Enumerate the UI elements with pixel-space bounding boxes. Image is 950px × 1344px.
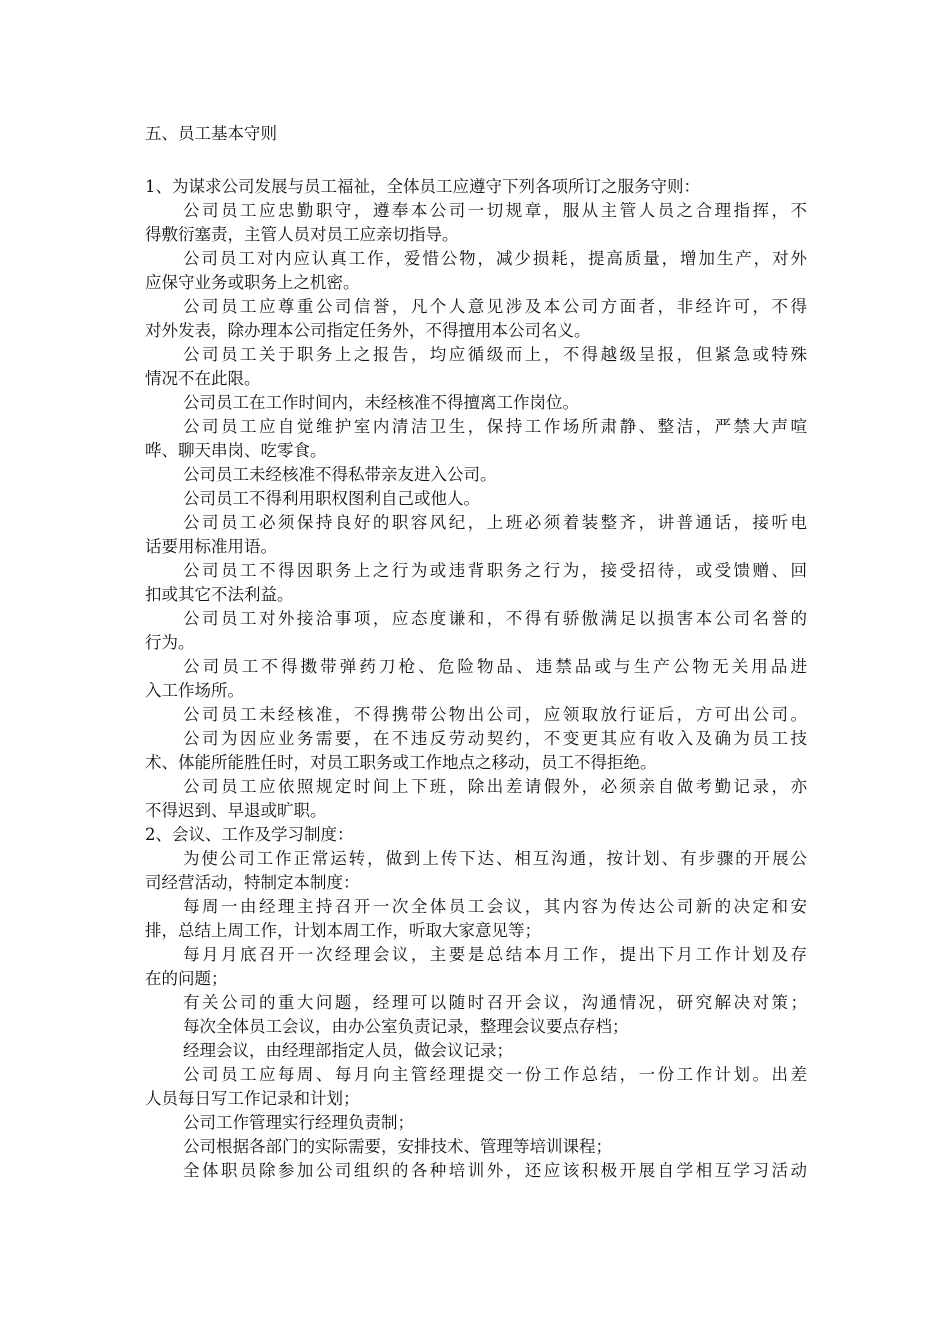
text-line-content: 每周一由经理主持召开一次全体员工会议，其内容为传达公司新的决定和安 [183, 897, 807, 916]
text-line-content: 有关公司的重大问题，经理可以随时召开会议，沟通情况，研究解决对策； [183, 993, 807, 1012]
text-line-content: 公司员工应依照规定时间上下班，除出差请假外，必须亲自做考勤记录，亦 [183, 777, 807, 796]
text-line [145, 1015, 807, 1039]
text-line [145, 751, 807, 775]
document-page [145, 122, 807, 1183]
text-line-content: 公司员工不得擞带弹药刀枪、危险物品、违禁品或与生产公物无关用品进 [183, 657, 807, 676]
text-line [145, 655, 807, 679]
text-line [145, 1135, 807, 1159]
text-line [145, 415, 807, 439]
text-line [145, 223, 807, 247]
text-line [145, 943, 807, 967]
text-line-content: 公司员工不得利用职权图利自己或他人。 [183, 489, 480, 508]
text-line-content: 术、体能所能胜任时，对员工职务或工作地点之移动，员工不得拒绝。 [145, 753, 657, 772]
text-line-content: 公司根据各部门的实际需要，安排技术、管理等培训课程； [183, 1137, 612, 1156]
text-line-content: 对外发表，除办理本公司指定任务外，不得擅用本公司名义。 [145, 321, 591, 340]
text-line [145, 1111, 807, 1135]
text-line-content: 每次全体员工会议，由办公室负责记录，整理会议要点存档； [183, 1017, 629, 1036]
text-line-content: 1、为谋求公司发展与员工福祉，全体员工应遵守下列各项所订之服务守则： [145, 177, 700, 196]
section-title: 五、员工基本守则 [145, 124, 277, 143]
text-line-content: 情况不在此限。 [145, 369, 261, 388]
text-line [145, 343, 807, 367]
text-line [145, 199, 807, 223]
text-line-content: 公司员工必须保持良好的职容风纪，上班必须着装整齐，讲普通话，接听电 [183, 513, 807, 532]
text-line [145, 1063, 807, 1087]
text-line-content: 公司员工在工作时间内，未经核准不得擅离工作岗位。 [183, 393, 579, 412]
text-line-content: 哗、聊天串岗、吃零食。 [145, 441, 327, 460]
text-line [145, 487, 807, 511]
text-line-content: 人员每日写工作记录和计划； [145, 1089, 360, 1108]
text-line-content: 公司员工应忠勤职守，遵奉本公司一切规章，服从主管人员之合理指挥，不 [183, 201, 807, 220]
text-line [145, 463, 807, 487]
text-line [145, 607, 807, 631]
text-line-content: 公司员工应每周、每月向主管经理提交一份工作总结，一份工作计划。出差 [183, 1065, 807, 1084]
text-line [145, 367, 807, 391]
text-line-content: 公司员工对外接洽事项，应态度谦和，不得有骄傲满足以损害本公司名誉的 [183, 609, 807, 628]
text-line-content: 公司员工未经核准，不得携带公物出公司，应领取放行证后，方可出公司。 [183, 705, 807, 724]
text-line [145, 967, 807, 991]
text-line [145, 583, 807, 607]
text-line [145, 847, 807, 871]
text-line [145, 823, 807, 847]
text-line-content: 公司员工对内应认真工作，爱惜公物，减少损耗，提高质量，增加生产，对外 [183, 249, 807, 268]
text-line [145, 919, 807, 943]
text-line-content: 公司员工应自觉维护室内清洁卫生，保持工作场所肃静、整洁，严禁大声喧 [183, 417, 807, 436]
text-line [145, 559, 807, 583]
text-line-content: 话要用标准用语。 [145, 537, 277, 556]
text-line [145, 775, 807, 799]
text-line [145, 391, 807, 415]
text-line [145, 271, 807, 295]
text-line [145, 1159, 807, 1183]
text-line-content: 经理会议，由经理部指定人员，做会议记录； [183, 1041, 513, 1060]
text-line [145, 295, 807, 319]
text-line [145, 319, 807, 343]
text-line [145, 1039, 807, 1063]
text-line-content: 公司员工未经核准不得私带亲友进入公司。 [183, 465, 497, 484]
text-line-content: 2、会议、工作及学习制度： [145, 825, 354, 844]
text-line-content: 为使公司工作正常运转，做到上传下达、相互沟通，按计划、有步骤的开展公 [183, 849, 807, 868]
text-line-content: 公司员工应尊重公司信誉，凡个人意见涉及本公司方面者，非经许可，不得 [183, 297, 807, 316]
text-line-content: 扣或其它不法利益。 [145, 585, 294, 604]
document-body [145, 175, 807, 1183]
text-line [145, 631, 807, 655]
text-line [145, 511, 807, 535]
text-line-content: 公司员工不得因职务上之行为或违背职务之行为，接受招待，或受馈赠、回 [183, 561, 807, 580]
text-line-content: 公司工作管理实行经理负责制； [183, 1113, 414, 1132]
text-line-content: 公司员工关于职务上之报告，均应循级而上，不得越级呈报，但紧急或特殊 [183, 345, 807, 364]
text-line [145, 703, 807, 727]
text-line [145, 247, 807, 271]
text-line-content: 不得迟到、早退或旷职。 [145, 801, 327, 820]
text-line-content: 行为。 [145, 633, 195, 652]
text-line [145, 175, 807, 199]
text-line-content: 入工作场所。 [145, 681, 244, 700]
text-line-content: 得敷衍塞责，主管人员对员工应亲切指导。 [145, 225, 459, 244]
text-line [145, 727, 807, 751]
text-line [145, 1087, 807, 1111]
text-line [145, 679, 807, 703]
text-line [145, 535, 807, 559]
text-line-content: 公司为因应业务需要，在不违反劳动契约，不变更其应有收入及确为员工技 [183, 729, 807, 748]
text-line-content: 排，总结上周工作，计划本周工作，听取大家意见等； [145, 921, 541, 940]
text-line-content: 全体职员除参加公司组织的各种培训外，还应该积极开展自学相互学习活动 [183, 1161, 807, 1180]
text-line [145, 799, 807, 823]
text-line [145, 895, 807, 919]
text-line [145, 439, 807, 463]
text-line-content: 在的问题； [145, 969, 228, 988]
text-line-content: 司经营活动，特制定本制度： [145, 873, 360, 892]
text-line [145, 871, 807, 895]
text-line-content: 每月月底召开一次经理会议，主要是总结本月工作，提出下月工作计划及存 [183, 945, 807, 964]
text-line [145, 991, 807, 1015]
text-line-content: 应保守业务或职务上之机密。 [145, 273, 360, 292]
